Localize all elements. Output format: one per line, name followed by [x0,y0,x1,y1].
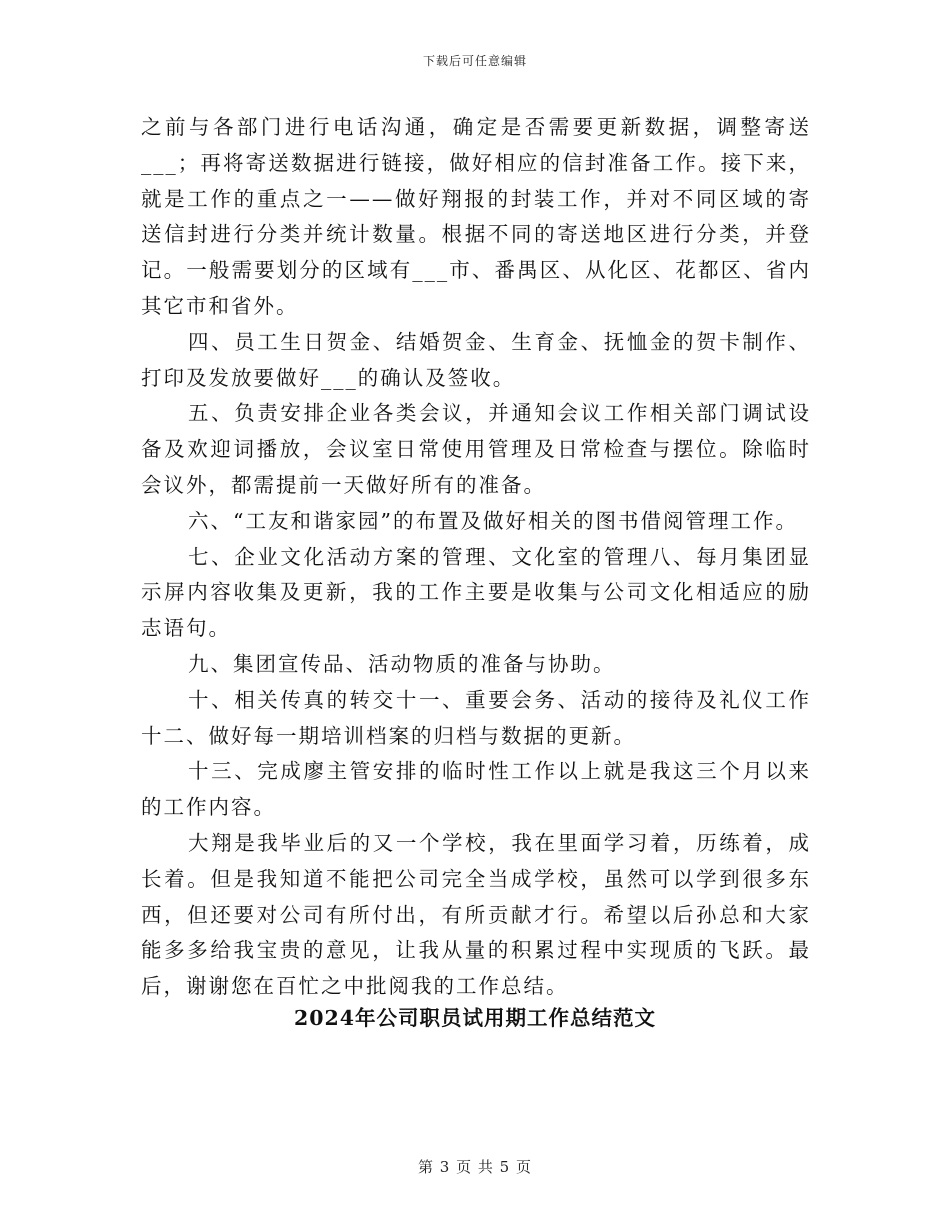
page-header: 下载后可任意编辑 [422,54,527,68]
paragraph-6: 九、集团宣传品、活动物质的准备与协助。 [188,651,616,676]
paragraph-3: 五、负责安排企业各类会议，并通知会议工作相关部门调试设备及欢迎词播放，会议室日常使用管理及日常检查与摆位。除临时会议外，都需提前一天做好所有的准备。 [141,401,811,497]
section-title: 2024年公司职员试用期工作总结范文 [293,1006,657,1030]
paragraph-4: 六、“工友和谐家园”的布置及做好相关的图书借阅管理工作。 [188,508,798,533]
paragraph-9: 大翔是我毕业后的又一个学校，我在里面学习着，历练着，成长着。但是我知道不能把公司完全当成学校，虽然可以学到很多东西，但还要对公司有所付出，有所贡献才行。希望以后孙总和大家能多多给我宝贵的意见，让我从量的积累过程中实现质的飞跃。最后，谢谢您在百忙之中批阅我的工作总结。 [141,830,811,999]
document-body [141,110,811,1005]
paragraph-1: 之前与各部门进行电话沟通，确定是否需要更新数据，调整寄送___；再将寄送数据进行链接，做好相应的信封准备工作。接下来，就是工作的重点之一——做好翔报的封装工作，并对不同区域的寄送信封进行分类并统计数量。根据不同的寄送地区进行分类，并登记。一般需要划分的区域有___市、番禺区、从化区、花都区、省内其它市和省外。 [141,115,811,318]
paragraph-2: 四、员工生日贺金、结婚贺金、生育金、抚恤金的贺卡制作、打印及发放要做好___的确认及签收。 [141,329,811,390]
paragraph-8: 十三、完成廖主管安排的临时性工作以上就是我这三个月以来的工作内容。 [141,759,811,820]
page-footer: 第 3 页 共 5 页 [418,1158,532,1176]
paragraph-7: 十、相关传真的转交十一、重要会务、活动的接待及礼仪工作十二、做好每一期培训档案的归档与数据的更新。 [141,687,811,748]
paragraph-5: 七、企业文化活动方案的管理、文化室的管理八、每月集团显示屏内容收集及更新，我的工作主要是收集与公司文化相适应的励志语句。 [141,544,811,641]
